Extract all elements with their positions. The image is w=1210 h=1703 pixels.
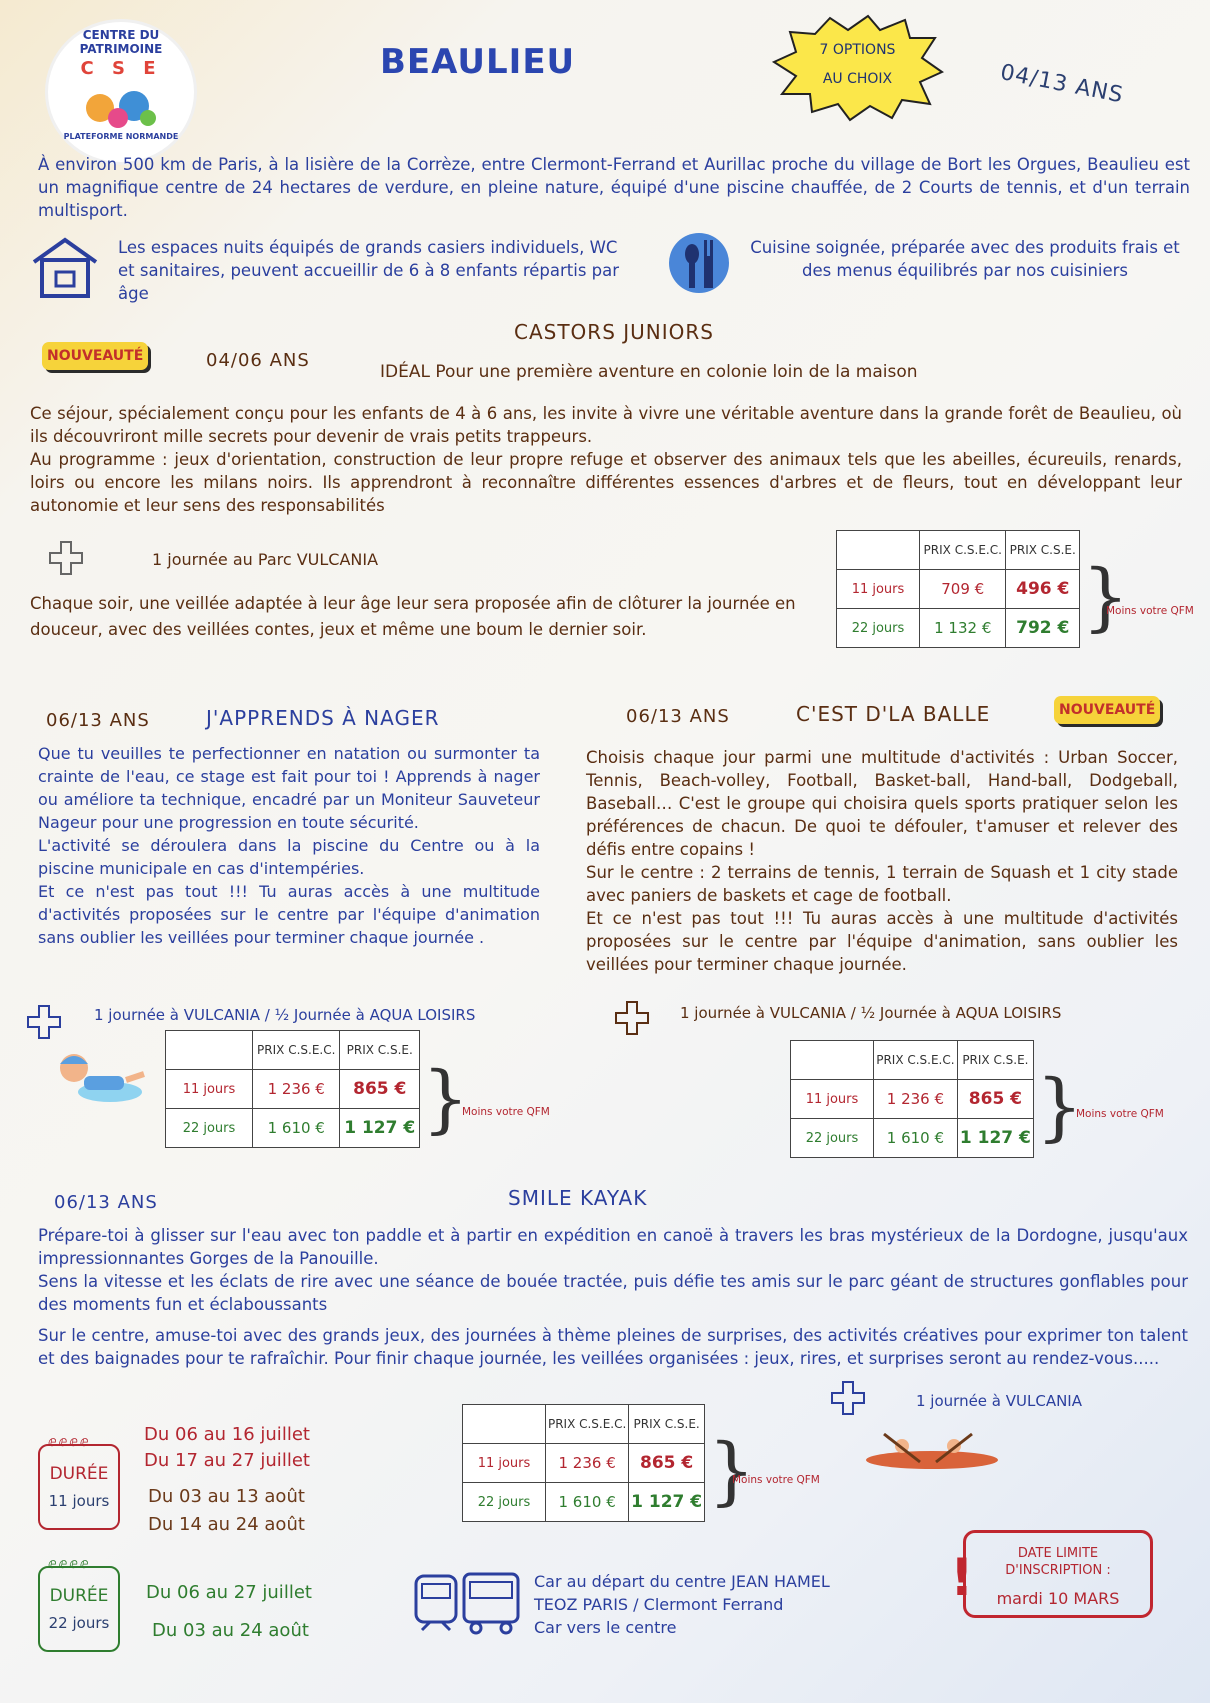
lodging-text: Les espaces nuits équipés de grands casiers individuels, WC et sanitaires, peuvent accueillir de 6 à 8 enfants répartis par âge [118,238,620,303]
price-row-11: 11 jours [463,1444,546,1483]
kayak-price-table [462,1404,705,1522]
brace: } [1036,1064,1084,1150]
brace: } [1082,554,1130,640]
price-row-22: 22 jours [463,1483,546,1522]
kayak-boat-icon [862,1428,1002,1478]
price-row-22: 22 jours [837,609,920,648]
castors-desc [30,402,1182,517]
price-11-csec: 1 236 € [253,1070,340,1109]
house-icon [30,236,100,300]
dates-11-a [144,1420,310,1476]
price-row-11: 11 jours [166,1070,253,1109]
nager-extra: 1 journée à VULCANIA / ½ Journée à AQUA LOISIRS [94,1006,476,1024]
price-header-csec: PRIX C.S.E.C. [874,1041,958,1080]
deadline-label2: D'INSCRIPTION : [1005,1563,1111,1578]
logo-top-text: CENTRE DU PATRIMOINE [79,28,163,56]
cse-logo [48,22,194,162]
dates-22 [146,1574,312,1650]
castors-subtitle: IDÉAL Pour une première aventure en colonie loin de la maison [380,362,918,382]
date-11-2: Du 17 au 27 juillet [144,1450,310,1471]
duration-label: DURÉE [49,1464,109,1484]
balle-age: 06/13 ANS [626,706,730,727]
date-22-1: Du 06 au 27 juillet [146,1582,312,1603]
price-11-cse: 496 € [1006,570,1080,609]
balle-price-table [790,1040,1034,1158]
calendar-11-icon: ⅇⅇⅇⅇ DURÉE 11 jours [38,1444,120,1530]
price-22-cse: 792 € [1006,609,1080,648]
nager-title: J'APPRENDS À NAGER [206,706,440,730]
transport-line1: Car au départ du centre JEAN HAMEL [534,1572,830,1591]
castors-new-badge: NOUVEAUTÉ [42,342,148,370]
options-burst [770,12,945,122]
kayak-age: 06/13 ANS [54,1192,158,1213]
page-title: BEAULIEU [380,42,576,82]
price-row-22: 22 jours [166,1109,253,1148]
deadline-date: mardi 10 MARS [996,1589,1120,1608]
calendar-22-icon: ⅇⅇⅇⅇ DURÉE 22 jours [38,1566,120,1652]
price-header-cse: PRIX C.S.E. [340,1031,420,1070]
price-header-csec: PRIX C.S.E.C. [546,1405,629,1444]
intro-text: À environ 500 km de Paris, à la lisière de la Corrèze, entre Clermont-Ferrand et Aurillac proche du village de Bort les Orgues, Beaulieu est un magnifique centre de 24 hectares de verdure, en pleine nature, équipé d'une piscine chauffée, de 2 Courts de tennis, et d'un terrain multisport. [38,155,1190,220]
castors-desc-1: Ce séjour, spécialement conçu pour les enfants de 4 à 6 ans, les invite à vivre une véritable aventure dans la grande forêt de Beaulieu, où ils découvriront mille secrets pour devenir de vrais petits trappeurs. [30,404,1182,446]
price-22-cse: 1 127 € [340,1109,420,1148]
train-bus-icon [412,1570,522,1636]
price-11-cse: 865 € [629,1444,705,1483]
transport-info [534,1570,830,1639]
balle-title: C'EST D'LA BALLE [796,702,991,726]
balle-extra: 1 journée à VULCANIA / ½ Journée à AQUA LOISIRS [680,1004,1062,1022]
age-range: 04/13 ANS [998,60,1126,109]
price-22-csec: 1 610 € [253,1109,340,1148]
balle-new-badge: NOUVEAUTÉ [1054,696,1160,724]
kayak-desc-1: Prépare-toi à glisser sur l'eau avec ton paddle et à partir en expédition en canoë à travers les bras mystérieux de la Dordogne, jusqu'aux impressionnantes Gorges de la Panouille. [38,1226,1188,1268]
plus-icon [26,1004,62,1040]
castors-desc-2: Au programme : jeux d'orientation, construction de leur propre refuge et observer des animaux tels que les abeilles, écureuils, renards, loirs ou encore les milans noirs. Ils apprendront à reconnaître différentes essences d'arbres et de fleurs, tout en développant leur autonomie et leur sens des responsabilités [30,450,1182,515]
price-11-cse: 865 € [957,1080,1033,1119]
price-row-11: 11 jours [791,1080,874,1119]
price-row-22: 22 jours [791,1119,874,1158]
deadline-box [963,1530,1153,1618]
price-22-csec: 1 610 € [546,1483,629,1522]
balle-desc-1: Choisis chaque jour parmi une multitude d'activités : Urban Soccer, Tennis, Beach-volley, Football, Basket-ball, Hand-ball, Dodgeball, Baseball… C'est le groupe qui choisira quels sports pratiquer selon les préférences de chacun. De quoi te défouler, t'amuser et relever des défis entre copains ! [586,748,1178,859]
nager-desc-2: L'activité se déroulera dans la piscine du Centre ou à la piscine municipale en cas d'intempéries. [38,836,540,878]
price-header-csec: PRIX C.S.E.C. [253,1031,340,1070]
castors-qfm: Moins votre QFM [1106,605,1194,617]
date-11-1: Du 06 au 16 juillet [144,1424,310,1445]
nager-qfm: Moins votre QFM [462,1106,550,1118]
castors-extra: 1 journée au Parc VULCANIA [152,550,379,569]
options-line1: 7 OPTIONS [819,42,896,58]
brace: } [708,1428,756,1514]
castors-age: 04/06 ANS [206,350,310,371]
balle-desc [586,746,1178,976]
logo-cse-text: C S E [80,58,162,79]
date-11-3: Du 03 au 13 août [148,1486,305,1507]
balle-qfm: Moins votre QFM [1076,1108,1164,1120]
price-11-csec: 1 236 € [874,1080,958,1119]
food-text: Cuisine soignée, préparée avec des produits frais et des menus équilibrés par nos cuisiniers [750,238,1180,280]
kayak-desc [38,1224,1188,1370]
dates-11-b [148,1482,305,1540]
castors-title: CASTORS JUNIORS [514,320,714,344]
brace: } [422,1056,470,1142]
cutlery-icon [668,230,730,296]
duration-22: 22 jours [48,1614,110,1632]
transport-line3: Car vers le centre [534,1618,677,1637]
deadline-label1: DATE LIMITE [1017,1546,1099,1561]
price-11-csec: 1 236 € [546,1444,629,1483]
price-row-11: 11 jours [837,570,920,609]
exclamation-icon: ! [950,1548,974,1608]
price-header-cse: PRIX C.S.E. [629,1405,705,1444]
swimmer-icon [50,1044,146,1114]
price-22-csec: 1 610 € [874,1119,958,1158]
castors-evening: Chaque soir, une veillée adaptée à leur âge leur sera proposée afin de clôturer la journée en douceur, avec des veillées contes, jeux et même une boum le dernier soir. [30,594,796,639]
price-11-csec: 709 € [920,570,1006,609]
kayak-desc-3: Sur le centre, amuse-toi avec des grands jeux, des journées à thème pleines de surprises, des activités créatives pour exprimer ton talent et des baignades pour te rafraîchir. Pour finir chaque journée, les veillées organisées : jeux, rires, et surprises seront au rendez-vous..... [38,1326,1188,1368]
price-22-cse: 1 127 € [957,1119,1033,1158]
kayak-title: SMILE KAYAK [508,1186,648,1210]
price-22-cse: 1 127 € [629,1483,705,1522]
price-header-csec: PRIX C.S.E.C. [920,531,1006,570]
kayak-qfm: Moins votre QFM [732,1474,820,1486]
plus-icon [830,1380,866,1416]
logo-bottom-text: PLATEFORME NORMANDE [63,132,179,141]
options-line2: AU CHOIX [822,71,893,87]
balle-desc-2: Sur le centre : 2 terrains de tennis, 1 terrain de Squash et 1 city stade avec paniers de baskets et cage de football. [586,863,1178,905]
castors-price-table [836,530,1080,648]
price-header-cse: PRIX C.S.E. [1006,531,1080,570]
date-11-4: Du 14 au 24 août [148,1514,305,1535]
nager-desc-3: Et ce n'est pas tout !!! Tu auras accès à une multitude d'activités proposées sur le centre par l'équipe d'animation sans oublier les veillées pour terminer chaque journée . [38,882,540,947]
duration-label: DURÉE [49,1586,109,1606]
nager-price-table [165,1030,420,1148]
nager-desc-1: Que tu veuilles te perfectionner en natation ou surmonter ta crainte de l'eau, ce stage est fait pour toi ! Apprends à nager ou améliore ta technique, encadré par un Moniteur Sauveteur Nageur pour une progression en toute sécurité. [38,744,540,832]
price-22-csec: 1 132 € [920,609,1006,648]
price-header-cse: PRIX C.S.E. [957,1041,1033,1080]
kayak-extra: 1 journée à VULCANIA [916,1392,1082,1410]
nager-age: 06/13 ANS [46,710,150,731]
transport-line2: TEOZ PARIS / Clermont Ferrand [534,1595,784,1614]
balle-desc-3: Et ce n'est pas tout !!! Tu auras accès à une multitude d'activités proposées sur le centre par l'équipe d'animation, sans oublier les veillées pour terminer chaque journée. [586,909,1178,974]
date-22-2: Du 03 au 24 août [152,1620,309,1641]
plus-icon [48,540,84,576]
nager-desc [38,742,540,949]
duration-11: 11 jours [48,1492,110,1510]
price-11-cse: 865 € [340,1070,420,1109]
plus-icon [614,1000,650,1036]
kayak-desc-2: Sens la vitesse et les éclats de rire avec une séance de bouée tractée, puis défie tes amis sur le parc géant de structures gonflables pour des moments fun et éclaboussants [38,1272,1188,1314]
